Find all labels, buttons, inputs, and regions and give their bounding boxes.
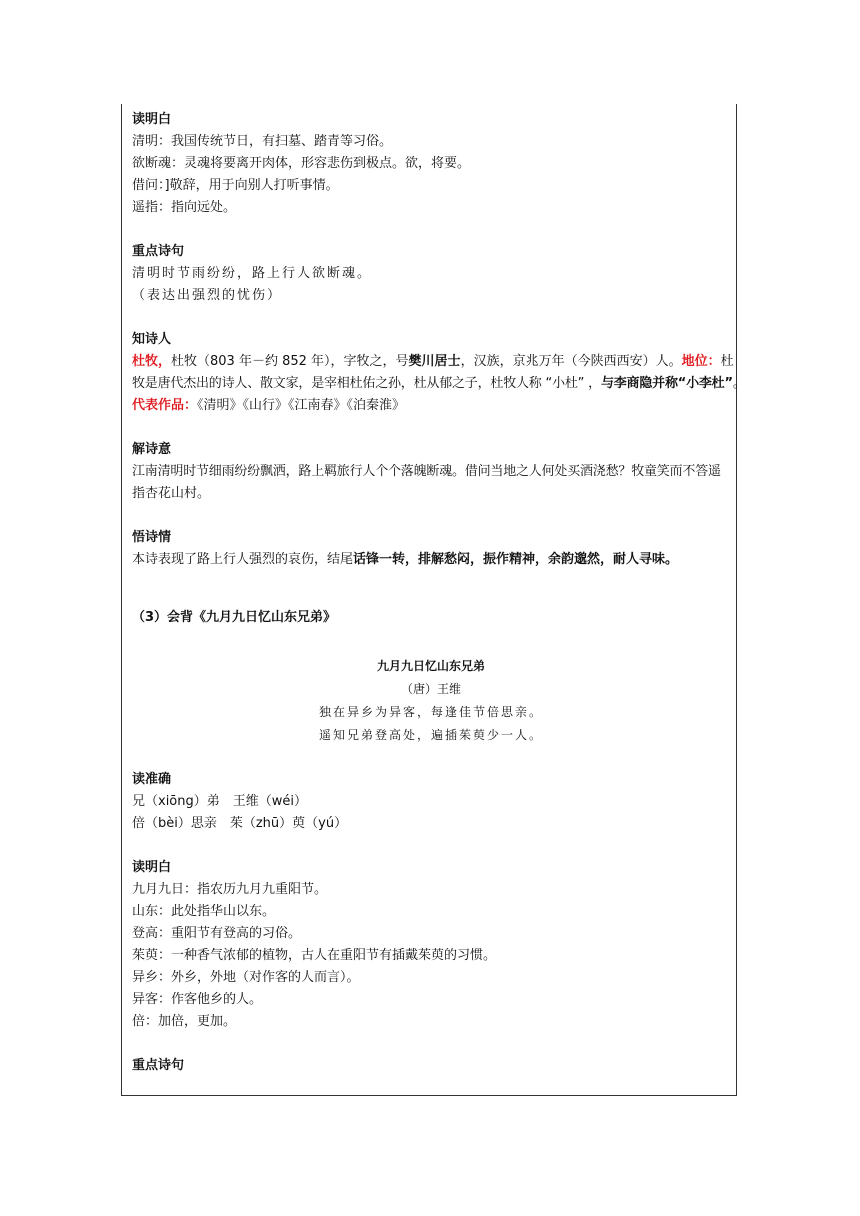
poet-origin: ，汉族，京兆万年（今陕西西安）人。 bbox=[460, 354, 682, 369]
poet-alias: 樊川居士 bbox=[408, 354, 461, 369]
poem-block bbox=[132, 655, 730, 747]
definition-yaozhi: 遥指：指向远处。 bbox=[132, 200, 237, 215]
pronounce-line: 兄（xiōng）弟 王维（wéi） bbox=[132, 794, 307, 809]
content-table-cell bbox=[121, 104, 746, 1096]
meaning-line-2: 指杏花山村。 bbox=[132, 486, 211, 501]
key-lines-heading-2: 重点诗句 bbox=[132, 1058, 185, 1073]
definition-item: 茱萸：一种香气浓郁的植物，古人在重阳节有插戴茱萸的习惯。 bbox=[132, 948, 497, 963]
poet-status-bold: 与李商隐并称“小李杜” bbox=[600, 376, 733, 391]
poem-title: 九月九日忆山东兄弟 bbox=[376, 659, 485, 673]
poet-line-2 bbox=[132, 373, 746, 395]
poet-status-tail: 杜 bbox=[720, 354, 734, 369]
document-content bbox=[132, 109, 746, 1077]
feeling-heading: 悟诗情 bbox=[132, 530, 172, 545]
poet-status-label: 地位： bbox=[681, 354, 721, 369]
feeling-text: 本诗表现了路上行人强烈的哀伤，结尾 bbox=[132, 552, 354, 567]
poem-line: 遥知兄弟登高处，遍插茱萸少一人。 bbox=[318, 728, 543, 742]
definition-item: 登高：重阳节有登高的习俗。 bbox=[132, 926, 302, 941]
definition-item: 异客：作客他乡的人。 bbox=[132, 992, 263, 1007]
definition-item: 九月九日：指农历九月九重阳节。 bbox=[132, 882, 328, 897]
read-clear-heading-2: 读明白 bbox=[132, 860, 172, 875]
key-line-note: （表达出强烈的忧伤） bbox=[132, 288, 283, 303]
poet-works: 《清明》《山行》《江南春》《泊秦淮》 bbox=[197, 398, 406, 413]
definition-item: 山东：此处指华山以东。 bbox=[132, 904, 276, 919]
read-clear-heading: 读明白 bbox=[132, 112, 172, 127]
poet-intro: 杜牧（803 年－约 852 年），字牧之，号 bbox=[171, 354, 409, 369]
feeling-bold: 话锋一转，排解愁闷，振作精神，余韵邈然，耐人寻味。 bbox=[353, 552, 679, 567]
poet-works-label: 代表作品： bbox=[132, 398, 198, 413]
poet-name-label: 杜牧， bbox=[132, 354, 172, 369]
feeling-line bbox=[132, 549, 730, 571]
poem-line: 独在异乡为异客，每逢佳节倍思亲。 bbox=[318, 705, 543, 719]
poet-line-1 bbox=[132, 351, 734, 373]
key-lines-heading: 重点诗句 bbox=[132, 244, 185, 259]
poet-status-text: 牧是唐代杰出的诗人、散文家，是宰相杜佑之孙，杜从郁之子，杜牧人称 “小杜” ， bbox=[132, 376, 601, 391]
poem-author: （唐）王维 bbox=[400, 682, 461, 696]
definition-yuduanhun: 欲断魂：灵魂将要离开肉体，形容悲伤到极点。欲，将要。 bbox=[132, 156, 471, 171]
poet-works-line bbox=[132, 395, 730, 417]
poet-heading: 知诗人 bbox=[132, 332, 172, 347]
key-line: 清明时节雨纷纷，路上行人欲断魂。 bbox=[132, 266, 373, 281]
definition-item: 倍：加倍，更加。 bbox=[132, 1014, 237, 1029]
meaning-line-1: 江南清明时节细雨纷纷飘洒，路上羁旅行人个个落魄断魂。借问当地之人何处买酒浇愁？牧童笑而不答遥 bbox=[132, 464, 721, 479]
section-heading-memorize: （3）会背《九月九日忆山东兄弟》 bbox=[132, 610, 337, 625]
definition-item: 异乡：外乡，外地（对作客的人而言）。 bbox=[132, 970, 360, 985]
poet-status-end: 。 bbox=[732, 376, 746, 391]
definition-jiewen: 借问：]敬辞，用于向别人打听事情。 bbox=[132, 178, 339, 193]
pronounce-heading: 读准确 bbox=[132, 772, 172, 787]
pronounce-line: 倍（bèi）思亲 茱（zhū）萸（yú） bbox=[132, 816, 348, 831]
meaning-heading: 解诗意 bbox=[132, 442, 172, 457]
definition-qingming: 清明：我国传统节日，有扫墓、踏青等习俗。 bbox=[132, 134, 393, 149]
